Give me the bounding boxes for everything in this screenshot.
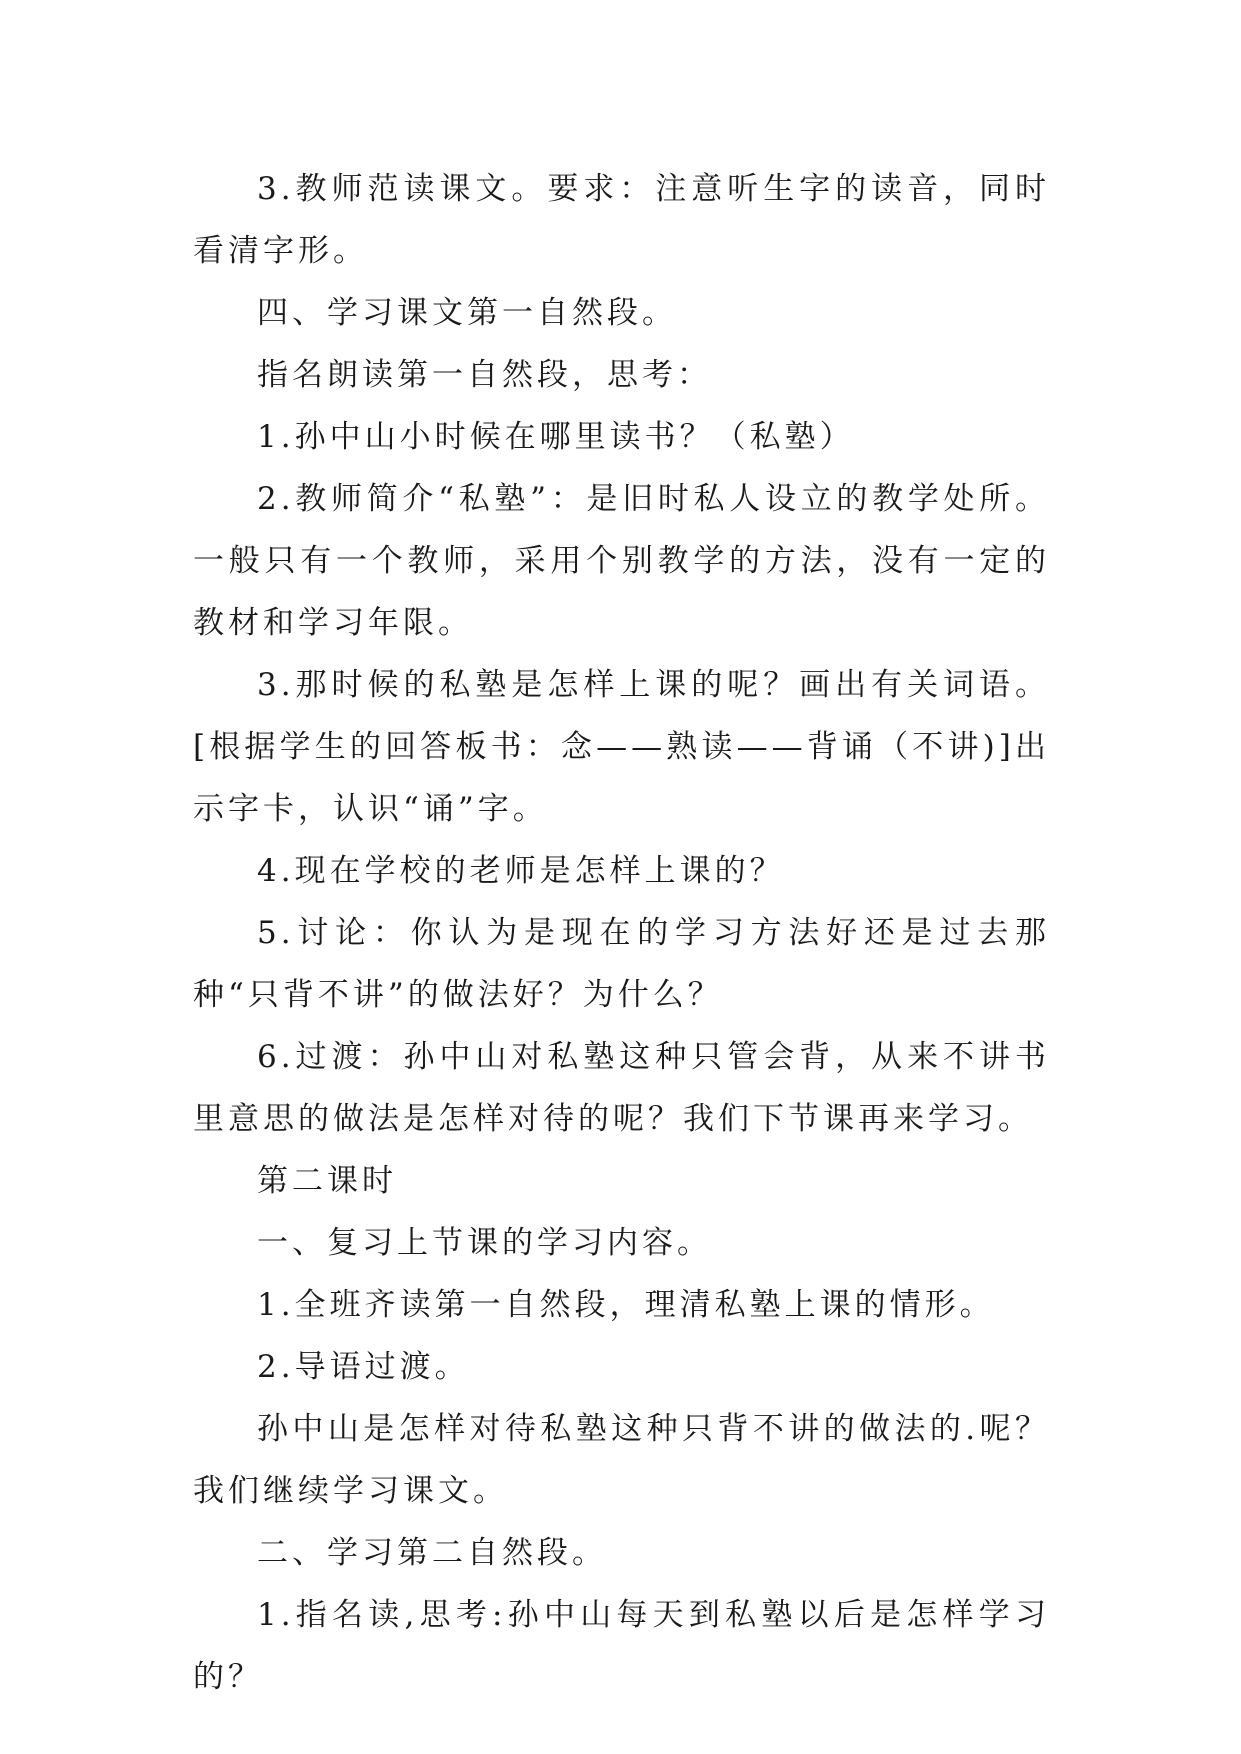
paragraph-continue-learning: 孙中山是怎样对待私塾这种只背不讲的做法的.呢？我们继续学习课文。 (193, 1411, 1050, 1509)
heading-section-four: 四、学习课文第一自然段。 (257, 295, 677, 331)
list-item-transition: 6.过渡：孙中山对私塾这种只管会背，从来不讲书里意思的做法是怎样对待的呢？我们下节课再来学习。 (193, 1039, 1050, 1137)
list-item-lead-in: 2.导语过渡。 (257, 1349, 470, 1385)
list-item-question-1: 1.孙中山小时候在哪里读书？（私塾） (257, 419, 855, 455)
heading-review: 一、复习上节课的学习内容。 (257, 1225, 712, 1261)
list-item-sishu-intro: 2.教师简介“私塾”：是旧时私人设立的教学处所。一般只有一个教师，采用个别教学的方法，没有一定的教材和学习年限。 (193, 481, 1050, 641)
paragraph-read-first-section: 指名朗读第一自然段，思考： (257, 357, 712, 393)
list-item-question-3: 3.那时候的私塾是怎样上课的呢？画出有关词语。[根据学生的回答板书：念——熟读——背诵（不讲)]出示字卡，认识“诵”字。 (193, 667, 1050, 827)
heading-second-lesson: 第二课时 (257, 1163, 397, 1199)
list-item-question-4: 4.现在学校的老师是怎样上课的？ (257, 853, 785, 889)
list-item-discussion: 5.讨论：你认为是现在的学习方法好还是过去那种“只背不讲”的做法好？为什么？ (193, 915, 1050, 1013)
list-item-read-and-think: 1.指名读,思考:孙中山每天到私塾以后是怎样学习的？ (193, 1597, 1050, 1695)
document-body (193, 158, 1050, 1708)
list-item-class-reading: 1.全班齐读第一自然段，理清私塾上课的情形。 (257, 1287, 995, 1323)
paragraph-teacher-reads-text: 3.教师范读课文。要求：注意听生字的读音，同时看清字形。 (193, 171, 1050, 269)
heading-section-two: 二、学习第二自然段。 (257, 1535, 607, 1571)
